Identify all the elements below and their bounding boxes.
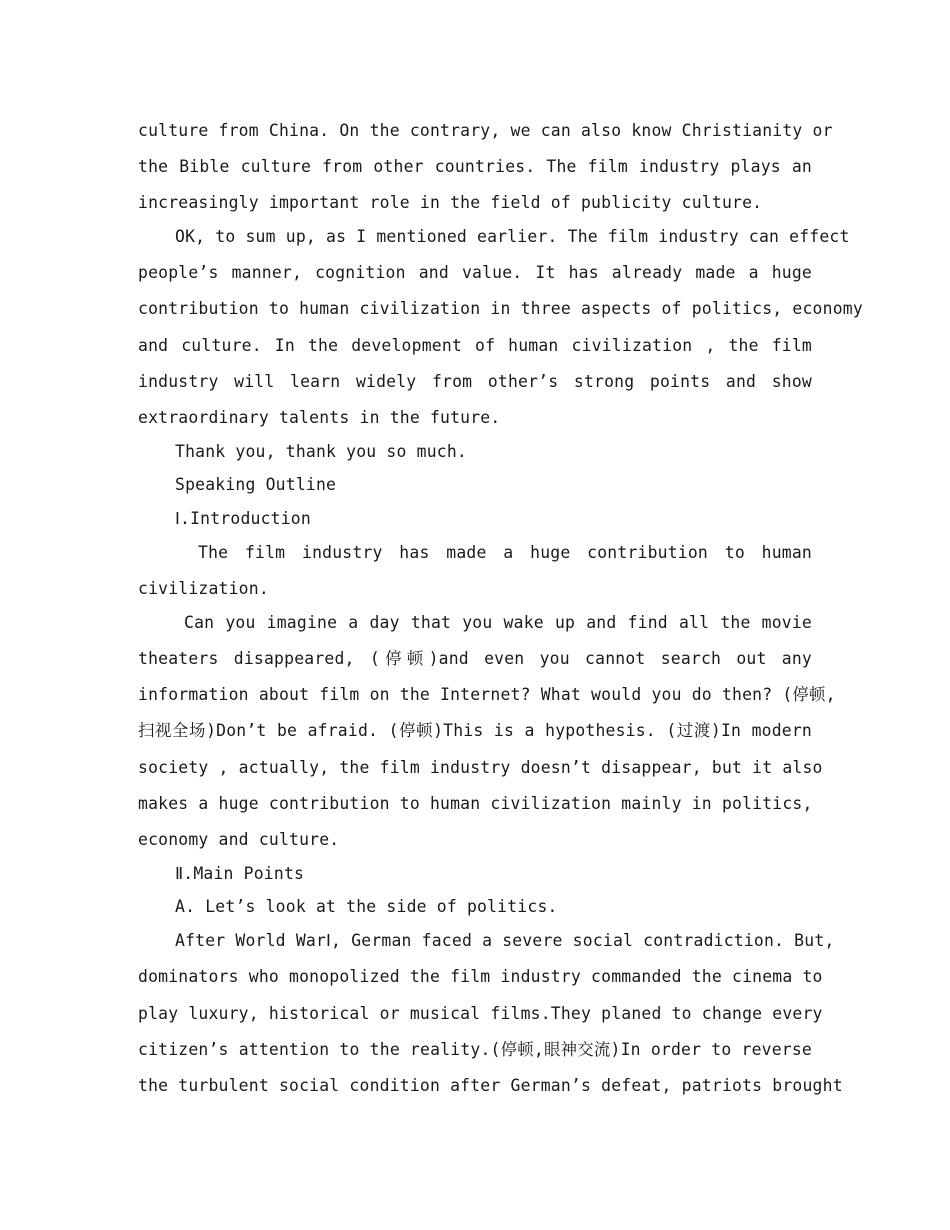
subheading: A. Let’s look at the side of politics. — [175, 897, 558, 916]
outline-heading: Ⅰ.Introduction — [175, 509, 311, 528]
text-line: people’s manner, cognition and value. It has already made a huge — [138, 263, 812, 282]
text-line: and culture. In the development of human civilization , the film — [138, 336, 812, 355]
paragraph-first-line: The film industry has made a huge contribution to human — [198, 543, 812, 562]
text-line: the turbulent social condition after German’s defeat, patriots brought — [138, 1076, 843, 1095]
text-line: industry will learn widely from other’s strong points and show — [138, 372, 812, 391]
text-line: dominators who monopolized the film industry commanded the cinema to — [138, 967, 823, 986]
text-line: citizen’s attention to the reality.(停顿,眼神交流)In order to reverse — [138, 1040, 812, 1059]
outline-heading: Ⅱ.Main Points — [175, 864, 305, 883]
text-line: play luxury, historical or musical films.They planed to change every — [138, 1004, 823, 1023]
text-line: the Bible culture from other countries. The film industry plays an — [138, 157, 812, 176]
section-heading: Speaking Outline — [175, 475, 337, 494]
text-line: economy and culture. — [138, 830, 340, 849]
text-line: culture from China. On the contrary, we can also know Christianity or — [138, 121, 833, 140]
text-line: 扫视全场)Don’t be afraid. (停顿)This is a hypothesis. (过渡)In modern — [138, 721, 812, 740]
closing-line: Thank you, thank you so much. — [175, 442, 467, 461]
paragraph-first-line: Can you imagine a day that you wake up and find all the movie — [184, 613, 812, 632]
paragraph-first-line: After World WarⅠ, German faced a severe social contradiction. But, — [175, 931, 835, 950]
text-line: contribution to human civilization in three aspects of politics, economy — [138, 299, 863, 318]
text-line: extraordinary talents in the future. — [138, 408, 501, 427]
text-line: information about film on the Internet? What would you do then? (停顿, — [138, 685, 836, 704]
text-line: civilization. — [138, 579, 269, 598]
text-line: increasingly important role in the field of publicity culture. — [138, 193, 763, 212]
text-line: theaters disappeared, (停顿)and even you cannot search out any — [138, 649, 812, 668]
paragraph-first-line: OK, to sum up, as I mentioned earlier. The film industry can effect — [175, 227, 850, 246]
text-line: society , actually, the film industry doesn’t disappear, but it also — [138, 758, 823, 777]
text-line: makes a huge contribution to human civilization mainly in politics, — [138, 794, 813, 813]
